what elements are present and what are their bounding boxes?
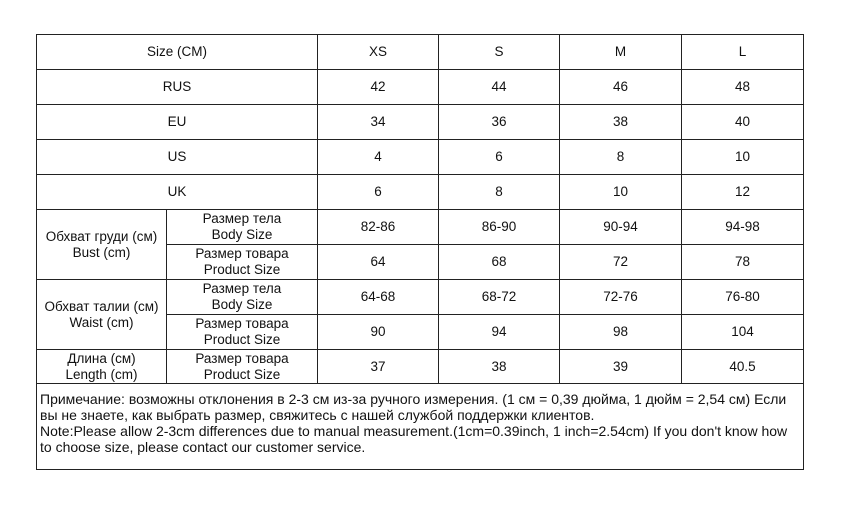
row-label: US xyxy=(37,140,318,175)
cell-value: 12 xyxy=(682,175,804,210)
cell-value: 46 xyxy=(560,70,682,105)
header-size-xs: XS xyxy=(318,35,439,70)
cell-value: 82-86 xyxy=(318,210,439,245)
product-size-label xyxy=(167,245,318,280)
header-size-label: Size (CM) xyxy=(37,35,318,70)
length-label-en: Length (cm) xyxy=(65,366,138,382)
cell-value: 40 xyxy=(682,105,804,140)
cell-value: 64-68 xyxy=(318,280,439,315)
row-us xyxy=(37,140,804,175)
cell-value: 48 xyxy=(682,70,804,105)
cell-value: 64 xyxy=(318,245,439,280)
body-size-label-ru: Размер тела xyxy=(202,281,282,296)
cell-value: 68 xyxy=(439,245,560,280)
row-waist-body xyxy=(37,280,804,315)
cell-value: 10 xyxy=(682,140,804,175)
note-cell xyxy=(37,384,804,470)
cell-value: 37 xyxy=(318,350,439,384)
size-chart-table xyxy=(36,34,804,470)
cell-value: 68-72 xyxy=(439,280,560,315)
note-row xyxy=(37,384,804,470)
product-size-label xyxy=(167,315,318,350)
product-size-label-ru: Размер товара xyxy=(195,316,289,331)
cell-value: 34 xyxy=(318,105,439,140)
cell-value: 6 xyxy=(439,140,560,175)
cell-value: 104 xyxy=(682,315,804,350)
body-size-label-ru: Размер тела xyxy=(202,211,282,226)
waist-label-en: Waist (cm) xyxy=(69,314,134,330)
cell-value: 10 xyxy=(560,175,682,210)
header-row xyxy=(37,35,804,70)
note-en: Note:Please allow 2-3cm differences due to manual measurement.(1cm=0.39inch, 1 inch=2.54cm) If you don't know how to choose size, please contact our customer service. xyxy=(40,423,788,455)
cell-value: 42 xyxy=(318,70,439,105)
body-size-label-en: Body Size xyxy=(211,297,273,312)
cell-value: 94-98 xyxy=(682,210,804,245)
row-uk xyxy=(37,175,804,210)
cell-value: 78 xyxy=(682,245,804,280)
body-size-label xyxy=(167,210,318,245)
cell-value: 6 xyxy=(318,175,439,210)
row-rus xyxy=(37,70,804,105)
cell-value: 38 xyxy=(439,350,560,384)
row-length-product xyxy=(37,350,804,384)
product-size-label-ru: Размер товара xyxy=(195,246,289,261)
cell-value: 72 xyxy=(560,245,682,280)
bust-label-ru: Обхват груди (см) xyxy=(45,228,158,244)
product-size-label-en: Product Size xyxy=(203,366,281,382)
cell-value: 40.5 xyxy=(682,350,804,384)
body-size-label xyxy=(167,280,318,315)
row-eu xyxy=(37,105,804,140)
cell-value: 94 xyxy=(439,315,560,350)
header-size-l: L xyxy=(682,35,804,70)
product-size-label-en: Product Size xyxy=(203,262,281,277)
header-size-s: S xyxy=(439,35,560,70)
row-label: UK xyxy=(37,175,318,210)
row-label: EU xyxy=(37,105,318,140)
cell-value: 90 xyxy=(318,315,439,350)
bust-label-en: Bust (cm) xyxy=(72,244,131,260)
cell-value: 36 xyxy=(439,105,560,140)
cell-value: 39 xyxy=(560,350,682,384)
waist-label xyxy=(37,280,167,350)
cell-value: 90-94 xyxy=(560,210,682,245)
cell-value: 44 xyxy=(439,70,560,105)
cell-value: 8 xyxy=(560,140,682,175)
cell-value: 98 xyxy=(560,315,682,350)
cell-value: 86-90 xyxy=(439,210,560,245)
cell-value: 72-76 xyxy=(560,280,682,315)
row-bust-body xyxy=(37,210,804,245)
body-size-label-en: Body Size xyxy=(211,227,273,242)
note-ru: Примечание: возможны отклонения в 2-3 см из-за ручного измерения. (1 см = 0,39 дюйма, 1 дюйм = 2,54 см) Если вы не знаете, как выбрать размер, свяжитесь с нашей службой поддержки клиентов. xyxy=(40,391,787,423)
waist-label-ru: Обхват талии (см) xyxy=(44,298,159,314)
product-size-label xyxy=(167,350,318,384)
length-label-ru: Длина (см) xyxy=(67,350,136,366)
row-label: RUS xyxy=(37,70,318,105)
cell-value: 8 xyxy=(439,175,560,210)
cell-value: 76-80 xyxy=(682,280,804,315)
cell-value: 4 xyxy=(318,140,439,175)
bust-label xyxy=(37,210,167,280)
header-size-m: M xyxy=(560,35,682,70)
product-size-label-en: Product Size xyxy=(203,332,281,347)
cell-value: 38 xyxy=(560,105,682,140)
product-size-label-ru: Размер товара xyxy=(195,350,289,366)
length-label xyxy=(37,350,167,384)
